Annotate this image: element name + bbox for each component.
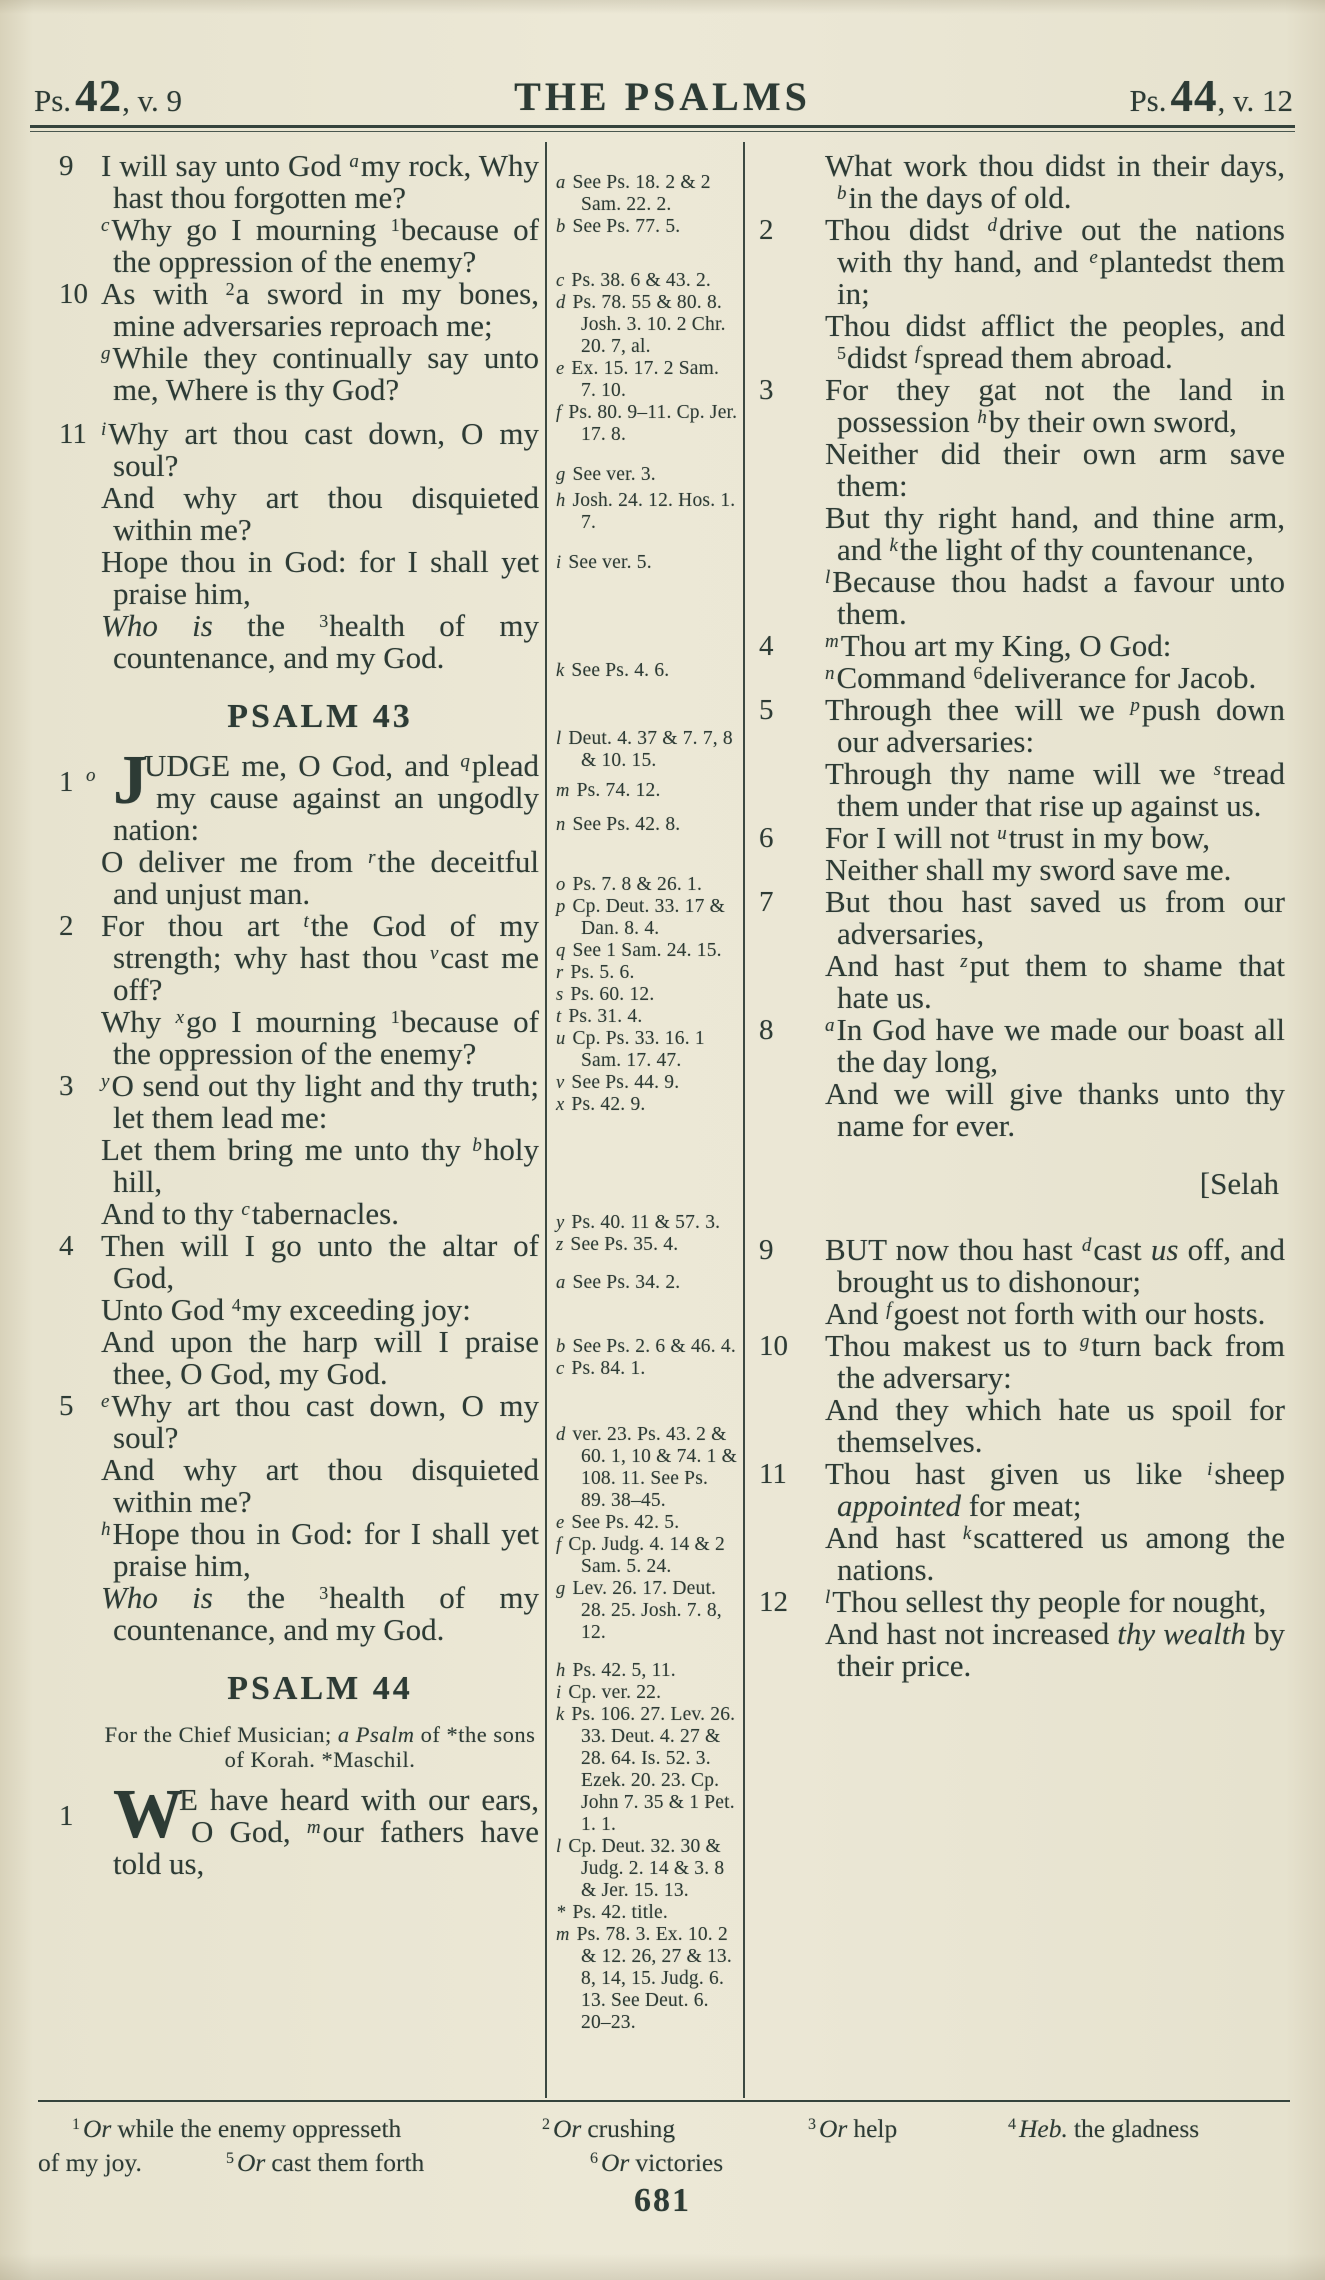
cross-ref-letter: h [977,407,987,428]
verse-line: But thy right hand, and thine arm, and $^k$the light of thy countenance, [825,500,1285,567]
footnote: $^6$ Or victories [590,2148,724,2177]
cross-reference-entry: b See Ps. 2. 6 & 46. 4. [556,1336,736,1357]
cross-ref-letter: i [556,553,562,573]
right-ps-verse: , v. 12 [1217,83,1293,118]
cross-ref-letter: o [556,875,566,895]
cross-ref-letter: h [556,491,566,511]
cross-reference-entry: k See Ps. 4. 6. [556,660,670,681]
verse-line: Neither shall my sword save me. [825,852,1232,887]
verse-line: 8 $^a$In God have we made our boast all the day long, [759,1012,1285,1079]
drop-cap: J [113,742,148,819]
cross-ref-letter: b [556,1337,566,1357]
verse-line: 6 For I will not $^u$trust in my bow, [759,820,1210,855]
verse-line: 2 Thou didst $^d$drive out the nations with thy hand, and $^e$plantedst them in; [759,212,1285,311]
running-title: THE PSALMS [514,74,811,119]
verse-line: 9 BUT now thou hast $^d$cast us off, and brought us to dishonour; [759,1232,1285,1299]
cross-ref-letter: m [556,1925,570,1945]
cross-ref-letter: a [556,1273,566,1293]
cross-reference-entry: n See Ps. 42. 8. [556,814,681,835]
cross-reference-entry: h Josh. 24. 12. Hos. 1. 7. [556,490,736,533]
verse-line: And they which hate us spoil for themselves. [825,1392,1285,1459]
cross-ref-letter: l [825,1587,831,1608]
cross-reference-entry: e Ex. 15. 17. 2 Sam. 7. 10. [556,358,720,401]
cross-ref-letter: g [556,1579,566,1599]
footnote-number: 5 [226,2150,234,2167]
verse-line: $^c$Why go I mourning $^1$because of the oppression of the enemy? [101,212,539,279]
verse-line: And to thy $^c$tabernacles. [101,1196,399,1231]
verse-line: 10 As with $^2$a sword in my bones, mine adversaries reproach me; [59,276,539,343]
page-number: 681 [634,2182,691,2219]
cross-reference-entry: l Cp. Deut. 32. 30 & Judg. 2. 14 & 3. 8 & Jer. 15. 13. [556,1836,725,1901]
verse-line: 11 Thou hast given us like $^i$sheep appointed for meat; [759,1456,1285,1523]
footnote-marker: 6 [973,663,983,683]
cross-ref-letter: p [1130,695,1140,716]
cross-ref-letter: l [825,567,831,588]
verse-line: 12 $^l$Thou sellest thy people for nought, [759,1584,1267,1619]
cross-reference-entry: g Lev. 26. 17. Deut. 28. 25. Josh. 7. 8, 12. [556,1578,722,1643]
footnote-marker: 4 [231,1295,241,1315]
verse-line: Who is the $^3$health of my countenance, and my God. [101,608,540,675]
footnote-lead: Or [237,2148,266,2177]
cross-ref-letter: k [556,1705,565,1725]
cross-ref-letter: e [1089,247,1098,268]
footnote-marker: 1 [390,1007,400,1027]
verse-line: 10 Thou makest us to $^g$turn back from the adversary: [759,1328,1285,1395]
cross-ref-letter: v [556,1073,565,1093]
italic-text: Who is [101,1580,213,1615]
verse-line: 1 W E have heard with our ears, O God, $^m$our fathers have told us, [59,1776,540,1881]
cross-reference-entry: f Cp. Judg. 4. 14 & 2 Sam. 5. 24. [556,1534,725,1577]
footnote-marker: 2 [225,279,235,299]
cross-reference-entry: a See Ps. 34. 2. [556,1272,681,1293]
footnote: $^3$ Or help [808,2114,898,2143]
italic-text: appointed [837,1488,961,1523]
cross-reference-entry: m Ps. 74. 12. [556,780,661,801]
footnote-lead: Heb. [1019,2114,1068,2143]
selah-mark: [Selah [1199,1166,1279,1201]
verse-number: 11 [59,418,87,450]
cross-ref-letter: n [556,815,566,835]
verse-line: 2 For thou art $^t$the God of my strength; why hast thou $^v$cast me off? [59,908,540,1007]
verse-number: 2 [59,910,74,942]
cross-ref-letter: x [175,1007,184,1028]
cross-reference-entry: y Ps. 40. 11 & 57. 3. [556,1212,721,1233]
cross-reference-column [556,158,738,2034]
cross-reference-entry: g See ver. 3. [556,464,656,485]
verse-number: 4 [759,630,774,662]
cross-ref-letter: z [556,1235,564,1255]
italic-text: Who is [101,608,213,643]
cross-reference-entry: m Ps. 78. 3. Ex. 10. 2 & 12. 26, 27 & 13. 8, 14, 15. Judg. 6. 13. See Deut. 6. 20–23. [556,1924,732,2033]
cross-ref-letter: f [886,1299,892,1320]
cross-ref-letter: v [429,943,439,964]
verse-number: 3 [759,374,774,406]
verse-line: Let them bring me unto thy $^b$holy hill, [101,1132,539,1199]
footnote-number: 6 [590,2150,598,2167]
cross-ref-letter: d [1081,1235,1092,1256]
verse-line: And hast $^k$scattered us among the nations. [825,1520,1285,1587]
verse-line: Why $^x$go I mourning $^1$because of the oppression of the enemy? [101,1004,539,1071]
verse-number: 5 [59,1390,74,1422]
cross-ref-letter: r [556,963,564,983]
cross-ref-letter: a [556,173,566,193]
cross-ref-letter: f [915,343,921,364]
cross-reference-entry: r Ps. 5. 6. [556,962,635,983]
verse-number: 9 [759,1234,774,1266]
left-ps-label: Ps. [34,83,72,118]
cross-reference-entry: f Ps. 80. 9–11. Cp. Jer. 17. 8. [556,402,738,445]
cross-ref-letter: i [101,419,107,440]
cross-reference-entry: v See Ps. 44. 9. [556,1072,680,1093]
footnote-lead: Or [553,2114,582,2143]
text-column-right [753,150,1285,1682]
verse-line: 3 $^y$O send out thy light and thy truth; let them lead me: [59,1068,539,1135]
verse-line: Unto God $^4$my exceeding joy: [101,1292,471,1327]
verse-line: 5 Through thee will we $^p$push down our adversaries: [759,692,1285,759]
cross-ref-letter: y [101,1071,110,1092]
cross-reference-entry: i Cp. ver. 22. [556,1682,662,1703]
cross-ref-letter: k [962,1523,972,1544]
cross-ref-letter: c [241,1199,250,1220]
footnote-number: 3 [808,2116,816,2133]
cross-reference-entry: u Cp. Ps. 33. 16. 1 Sam. 17. 47. [556,1028,705,1071]
verse-line: $^n$Command $^6$deliverance for Jacob. [825,660,1257,695]
cross-ref-letter: u [997,823,1007,844]
verse-line: 7 But thou hast saved us from our adversaries, [759,884,1285,951]
verse-line: 5 $^e$Why art thou cast down, O my soul? [59,1388,539,1455]
cross-ref-letter: p [556,897,566,917]
cross-ref-letter: g [101,343,111,364]
cross-ref-letter: a [825,1015,835,1036]
cross-reference-entry: o Ps. 7. 8 & 26. 1. [556,874,703,895]
cross-ref-letter: g [556,465,566,485]
cross-ref-letter: r [368,847,376,868]
cross-reference-entry: i See ver. 5. [556,552,652,573]
footnotes [30,2112,1295,2188]
verse-number: 6 [759,822,774,854]
cross-ref-letter: u [556,1029,566,1049]
psalm-rubric: For the Chief Musician; a Psalm of *the sons of Korah. *Maschil. [104,1722,536,1772]
italic-text: thy wealth [1117,1616,1246,1651]
footnote-marker: 3 [319,611,329,631]
verse-line: Neither did their own arm save them: [825,436,1285,503]
cross-ref-letter: d [556,1425,566,1445]
cross-ref-letter: m [825,631,839,652]
verse-line: What work thou didst in their days, $^b$in the days of old. [825,148,1285,215]
verse-number: 10 [59,278,88,310]
verse-line: And why art thou disquieted within me? [101,1452,539,1519]
verse-line: And upon the harp will I praise thee, O God, my God. [101,1324,539,1391]
verse-line: 9 I will say unto God $^a$my rock, Why hast thou forgotten me? [59,148,539,215]
verse-line: Hope thou in God: for I shall yet praise him, [101,544,539,611]
cross-ref-letter: h [556,1661,566,1681]
cross-reference-entry: c Ps. 38. 6 & 43. 2. [556,270,711,291]
verse-line: 11 $^i$Why art thou cast down, O my soul? [59,416,539,483]
footnote: of my joy. [38,2148,142,2177]
cross-ref-letter: x [556,1095,565,1115]
verse-number: 10 [759,1330,788,1362]
footnote: $^4$ Heb. the gladness [1008,2114,1200,2143]
verse-number: 5 [759,694,774,726]
verse-line: 1 o J UDGE me, O God, and $^q$plead my cause against an ungodly nation: [59,742,539,847]
cross-ref-letter: a [349,151,359,172]
cross-ref-letter: i [1207,1459,1213,1480]
cross-ref-letter: s [556,985,564,1005]
verse-line: And why art thou disquieted within me? [101,480,539,547]
italic-text: us [1150,1232,1179,1267]
header-rule [30,125,1295,132]
footnote-marker: 1 [390,215,400,235]
cross-ref-letter: h [101,1519,111,1540]
footnote: $^1$ Or while the enemy oppresseth [72,2114,402,2143]
verse-number: 2 [759,214,774,246]
verse-line: And hast not increased thy wealth by their price. [825,1616,1285,1683]
footnote-lead: Or [819,2114,848,2143]
verse-line: Who is the $^3$health of my countenance, and my God. [101,1580,540,1647]
verse-line: And we will give thanks unto thy name for ever. [825,1076,1285,1143]
footnote: $^2$ Or crushing [542,2114,676,2143]
column-rule-right [743,142,745,2098]
footnote-rule [38,2100,1290,2102]
cross-ref-letter: e [101,1391,110,1412]
cross-ref-letter: z [960,951,968,972]
cross-ref-letter: t [556,1007,562,1027]
cross-reference-entry: t Ps. 31. 4. [556,1006,643,1027]
cross-ref-letter: b [556,217,566,237]
cross-ref-letter: n [825,663,835,684]
cross-ref-letter: d [987,215,998,236]
cross-ref-letter: b [837,183,847,204]
verse-line: And $^f$goest not forth with our hosts. [825,1296,1266,1331]
cross-ref-letter: k [889,535,898,556]
cross-reference-entry: k Ps. 106. 27. Lev. 26. 33. Deut. 4. 27 & 28. 64. Is. 52. 3. Ezek. 20. 23. Cp. John 7. 35 & 1 Pet. 1. 1. [556,1704,736,1835]
verse-number: 12 [759,1586,788,1618]
cross-reference-entry: * Ps. 42. title. [556,1902,668,1923]
cross-reference-entry: c Ps. 84. 1. [556,1358,646,1379]
psalm-heading: PSALM 44 [227,1670,413,1707]
footnote-lead: Or [601,2148,630,2177]
footnote-marker: 3 [319,1583,329,1603]
cross-ref-letter: c [556,1359,565,1379]
footnote-number: 1 [72,2116,80,2133]
footnote-lead: Or [83,2114,112,2143]
verse-line: 4 Then will I go unto the altar of God, [59,1228,539,1295]
cross-ref-letter: d [556,293,566,313]
cross-ref-letter: y [556,1213,565,1233]
cross-ref-letter: * [556,1903,566,1923]
verse-line: Thou didst afflict the peoples, and $^5$didst $^f$spread them abroad. [825,308,1285,375]
cross-ref-letter: f [556,403,562,423]
verse-number: 11 [759,1458,787,1490]
cross-ref-letter: i [556,1683,562,1703]
psalm-heading: PSALM 43 [227,698,413,735]
cross-ref-letter: q [460,751,470,772]
cross-ref-letter: m [556,781,570,801]
drop-cap: W [113,1776,183,1853]
footnote-number: 2 [542,2116,550,2133]
italic-text: a Psalm [337,1722,415,1747]
verse-line: O deliver me from $^r$the deceitful and unjust man. [101,844,539,911]
cross-reference-entry: e See Ps. 42. 5. [556,1512,680,1533]
cross-reference-entry: l Deut. 4. 37 & 7. 7, 8 & 10. 15. [556,728,733,771]
verse-line: 4 $^m$Thou art my King, O God: [759,628,1172,663]
cross-ref-letter: c [556,271,565,291]
cross-reference-entry: d ver. 23. Ps. 43. 2 & 60. 1, 10 & 74. 1 & 108. 11. See Ps. 89. 38–45. [556,1424,738,1511]
verse-number: 9 [59,150,74,182]
cross-ref-letter: e [556,1513,565,1533]
verse-number: 7 [759,886,774,918]
cross-reference-entry: q See 1 Sam. 24. 15. [556,940,722,961]
cross-ref-letter: l [556,1837,562,1857]
verse-line: $^l$Because thou hadst a favour unto them. [825,564,1285,631]
footnote-marker: 5 [837,343,846,363]
cross-ref-letter: k [556,661,565,681]
cross-reference-entry: a See Ps. 18. 2 & 2 Sam. 22. 2. [556,172,711,215]
footnote: $^5$ Or cast them forth [226,2148,425,2177]
verse-line: $^h$Hope thou in God: for I shall yet praise him, [101,1516,539,1583]
cross-reference-entry: d Ps. 78. 55 & 80. 8. Josh. 3. 10. 2 Chr. 20. 7, al. [556,292,726,357]
footnote-number: 4 [1008,2116,1016,2133]
verse-line: And hast $^z$put them to shame that hate us. [825,948,1286,1015]
verse-number: 8 [759,1014,774,1046]
cross-ref-letter: q [556,941,566,961]
cross-ref-letter: b [472,1135,482,1156]
cross-ref-letter: t [303,911,309,932]
column-rule-left [545,142,547,2098]
cross-ref-letter: e [556,359,565,379]
page-header [30,62,1295,122]
cross-ref-letter: o [86,765,96,786]
right-ps-number: 44 [1170,71,1218,121]
cross-reference-entry: p Cp. Deut. 33. 17 & Dan. 8. 4. [556,896,726,939]
cross-reference-entry: h Ps. 42. 5, 11. [556,1660,676,1681]
verse-line: $^g$While they continually say unto me, Where is thy God? [101,340,539,407]
cross-ref-letter: c [101,215,110,236]
cross-reference-entry: s Ps. 60. 12. [556,984,655,1005]
cross-ref-letter: f [556,1535,562,1555]
right-ps-label: Ps. [1129,83,1167,118]
left-ps-verse: , v. 9 [122,83,183,118]
verse-number: 1 [59,766,74,798]
verse-line: 3 For they gat not the land in possession $^h$by their own sword, [759,372,1285,439]
cross-ref-letter: g [1079,1331,1090,1352]
verse-number: 1 [59,1800,74,1832]
cross-ref-letter: l [556,729,562,749]
verse-line: Through thy name will we $^s$tread them under that rise up against us. [825,756,1285,823]
cross-reference-entry: b See Ps. 77. 5. [556,216,681,237]
left-ps-number: 42 [75,71,123,121]
cross-ref-letter: m [306,1817,321,1838]
verse-number: 4 [59,1230,74,1262]
cross-reference-entry: z See Ps. 35. 4. [556,1234,679,1255]
header-right-reference [1129,70,1293,122]
cross-reference-entry: x Ps. 42. 9. [556,1094,646,1115]
text-column-left [57,150,539,1880]
verse-number: 3 [59,1070,74,1102]
cross-ref-letter: s [1213,759,1222,780]
